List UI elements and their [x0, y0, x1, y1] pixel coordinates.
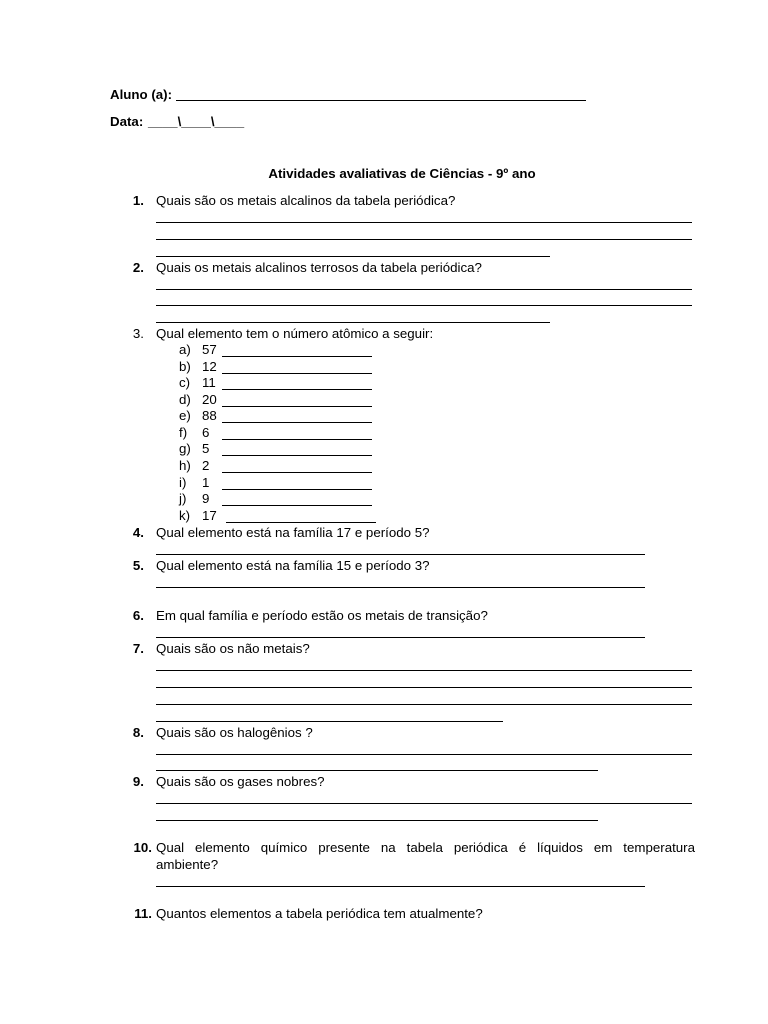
sub-item-letter: a): [179, 342, 191, 357]
sub-item-letter: h): [179, 458, 191, 473]
question-text: Quais são os metais alcalinos da tabela periódica?: [156, 193, 456, 208]
sub-item-number: 17: [202, 508, 217, 523]
answer-line[interactable]: [222, 422, 372, 423]
question-number: 3.: [132, 326, 144, 341]
sub-item-number: 1: [202, 475, 210, 490]
question-number: 6.: [132, 608, 144, 623]
question-text: Quais são os gases nobres?: [156, 774, 325, 789]
sub-item-letter: i): [179, 475, 187, 490]
question-number: 4.: [132, 525, 144, 540]
page-title: Atividades avaliativas de Ciências - 9º ano: [268, 166, 536, 181]
answer-line[interactable]: [156, 704, 692, 705]
answer-line[interactable]: [222, 439, 372, 440]
answer-line[interactable]: [156, 587, 645, 588]
sub-item-number: 5: [202, 441, 210, 456]
sub-item-letter: g): [179, 441, 191, 456]
question-text: Quais são os halogênios ?: [156, 725, 313, 740]
answer-line[interactable]: [156, 770, 598, 771]
sub-item-letter: k): [179, 508, 191, 523]
sub-item-letter: d): [179, 392, 191, 407]
question-number: 7.: [132, 641, 144, 656]
student-name-label: Aluno (a):: [110, 87, 173, 102]
answer-line[interactable]: [156, 687, 692, 688]
question-text: Qual elemento está na família 15 e período 3?: [156, 558, 430, 573]
sub-item-letter: j): [179, 491, 187, 506]
date-label: Data:: [110, 114, 144, 129]
question-number: 11.: [134, 906, 152, 921]
sub-item-letter: e): [179, 408, 191, 423]
answer-line[interactable]: [222, 455, 372, 456]
answer-line[interactable]: [156, 256, 550, 257]
sub-item-number: 12: [202, 359, 217, 374]
answer-line[interactable]: [156, 222, 692, 223]
answer-line[interactable]: [156, 322, 550, 323]
sub-item-number: 88: [202, 408, 217, 423]
answer-line[interactable]: [156, 803, 692, 804]
sub-item-letter: f): [179, 425, 188, 440]
answer-line[interactable]: [222, 505, 372, 506]
question-text: Quantos elementos a tabela periódica tem atualmente?: [156, 906, 483, 921]
answer-line[interactable]: [156, 637, 645, 638]
answer-line[interactable]: [222, 373, 372, 374]
sub-item-number: 2: [202, 458, 210, 473]
answer-line[interactable]: [226, 522, 376, 523]
question-number: 10.: [133, 840, 152, 855]
question-number: 1.: [132, 193, 144, 208]
answer-line[interactable]: [156, 305, 692, 306]
answer-line[interactable]: [156, 886, 645, 887]
answer-line[interactable]: [222, 472, 372, 473]
sub-item-number: 11: [202, 375, 216, 390]
question-text: Qual elemento está na família 17 e período 5?: [156, 525, 430, 540]
answer-line[interactable]: [156, 239, 692, 240]
sub-item-number: 57: [202, 342, 217, 357]
question-text-continued: ambiente?: [156, 857, 219, 872]
sub-item-number: 9: [202, 491, 210, 506]
answer-line[interactable]: [222, 489, 372, 490]
answer-line[interactable]: [156, 554, 645, 555]
answer-line[interactable]: [156, 721, 503, 722]
question-number: 2.: [132, 260, 144, 275]
sub-item-number: 6: [202, 425, 210, 440]
answer-line[interactable]: [156, 820, 598, 821]
student-name-blank[interactable]: [176, 100, 586, 101]
answer-line[interactable]: [156, 754, 692, 755]
question-text: Quais são os não metais?: [156, 641, 310, 656]
question-text: Em qual família e período estão os metais de transição?: [156, 608, 488, 623]
question-text: Qual elemento tem o número atômico a seguir:: [156, 326, 434, 341]
answer-line[interactable]: [222, 406, 372, 407]
answer-line[interactable]: [222, 356, 372, 357]
sub-item-letter: b): [179, 359, 191, 374]
question-number: 8.: [132, 725, 144, 740]
answer-line[interactable]: [222, 389, 372, 390]
sub-item-number: 20: [202, 392, 217, 407]
answer-line[interactable]: [156, 289, 692, 290]
question-number: 5.: [132, 558, 144, 573]
date-field[interactable]: ____\____\____: [148, 114, 245, 129]
question-text: Qual elemento químico presente na tabela periódica é líquidos em temperatura: [156, 840, 695, 855]
question-number: 9.: [132, 774, 144, 789]
question-text: Quais os metais alcalinos terrosos da tabela periódica?: [156, 260, 482, 275]
answer-line[interactable]: [156, 670, 692, 671]
sub-item-letter: c): [179, 375, 191, 390]
